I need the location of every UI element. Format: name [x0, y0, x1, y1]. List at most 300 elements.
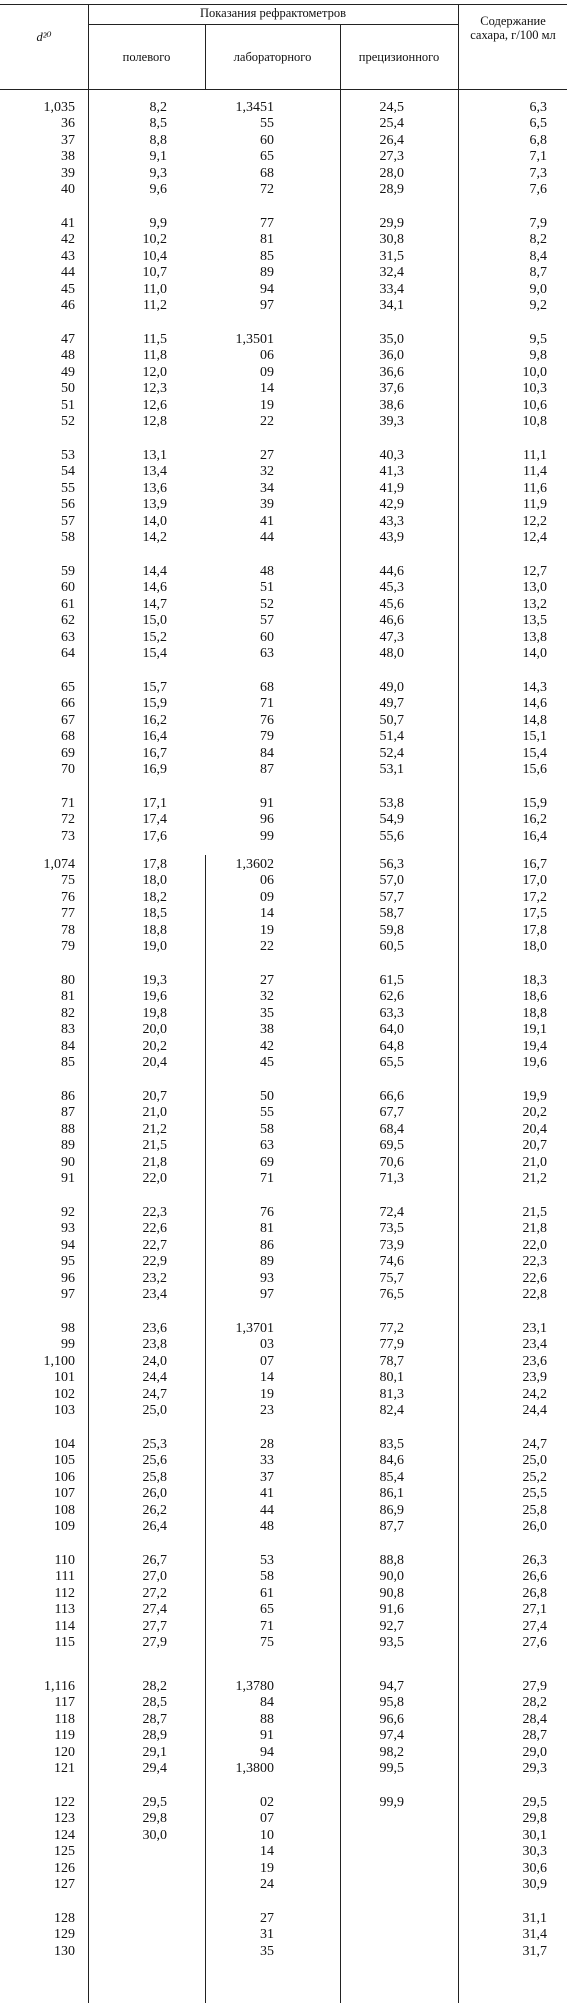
field-cell: 22,3 — [142, 1205, 167, 1220]
lab-cell: 58 — [260, 1569, 274, 1585]
sugar-cell: 14,3 — [522, 680, 547, 695]
sugar-cell: 13,8 — [522, 629, 547, 645]
table-row — [0, 514, 567, 530]
density-cell: 119 — [54, 1728, 75, 1744]
table-row — [0, 1254, 567, 1270]
table-row — [0, 680, 567, 696]
table-row — [0, 630, 567, 646]
field-cell: 17,8 — [142, 857, 167, 872]
density-cell: 124 — [54, 1827, 75, 1843]
density-cell: 86 — [61, 1089, 75, 1104]
density-cell: 64 — [61, 646, 75, 661]
table-row — [0, 713, 567, 729]
density-cell: 82 — [61, 1005, 75, 1021]
sugar-cell: 9,0 — [529, 281, 547, 297]
density-cell: 48 — [61, 348, 75, 364]
sugar-cell: 27,1 — [522, 1602, 547, 1618]
precision-cell: 73,5 — [379, 1221, 404, 1237]
sugar-cell: 26,8 — [522, 1585, 547, 1601]
sugar-cell: 25,2 — [522, 1469, 547, 1485]
table-row — [0, 1695, 567, 1711]
precision-cell: 41,3 — [379, 464, 404, 480]
table-row — [0, 232, 567, 248]
field-cell: 23,2 — [142, 1270, 167, 1286]
precision-cell: 80,1 — [379, 1370, 404, 1386]
density-cell: 105 — [54, 1453, 75, 1469]
field-cell: 22,9 — [142, 1254, 167, 1270]
table-row — [0, 1795, 567, 1811]
field-cell: 26,2 — [142, 1502, 167, 1518]
field-cell: 27,0 — [142, 1569, 167, 1585]
table-row — [0, 1861, 567, 1877]
field-cell: 12,3 — [142, 381, 167, 397]
sugar-cell: 15,6 — [522, 762, 547, 777]
table-row — [0, 857, 567, 873]
field-cell: 9,6 — [149, 182, 167, 197]
precision-cell: 28,9 — [379, 182, 404, 197]
table-row — [0, 923, 567, 939]
table-row — [0, 1911, 567, 1927]
lab-cell: 02 — [260, 1795, 274, 1810]
precision-cell: 71,3 — [379, 1171, 404, 1186]
sugar-cell: 11,6 — [523, 480, 547, 496]
field-cell: 11,2 — [143, 298, 167, 313]
sugar-cell: 13,5 — [522, 613, 547, 629]
density-cell: 58 — [61, 530, 75, 545]
lab-cell: 22 — [260, 939, 274, 954]
table-row — [0, 1370, 567, 1386]
density-cell: 54 — [61, 464, 75, 480]
sugar-cell: 23,6 — [522, 1353, 547, 1369]
sugar-cell: 21,0 — [522, 1154, 547, 1170]
precision-header: прецизионного — [358, 50, 440, 64]
table-row — [0, 1679, 567, 1695]
table-row — [0, 1761, 567, 1777]
field-cell: 22,7 — [142, 1237, 167, 1253]
lab-cell: 96 — [260, 812, 274, 828]
field-cell: 28,9 — [142, 1728, 167, 1744]
precision-cell: 36,6 — [379, 364, 404, 380]
sugar-cell: 17,8 — [522, 922, 547, 938]
table-row — [0, 249, 567, 265]
sugar-cell: 15,9 — [522, 796, 547, 811]
field-cell: 24,0 — [142, 1353, 167, 1369]
field-cell: 23,6 — [142, 1321, 167, 1336]
lab-cell: 09 — [260, 364, 274, 380]
lab-cell: 14 — [260, 1844, 274, 1860]
table-row — [0, 381, 567, 397]
table-row — [0, 1519, 567, 1535]
lab-cell: 19 — [260, 397, 274, 413]
sugar-cell: 26,0 — [522, 1519, 547, 1534]
table-row — [0, 1877, 567, 1893]
density-cell: 113 — [54, 1602, 75, 1618]
field-cell: 26,0 — [142, 1486, 167, 1502]
lab-cell: 34 — [260, 480, 274, 496]
density-cell: 106 — [54, 1469, 75, 1485]
sugar-cell: 29,8 — [522, 1811, 547, 1827]
sugar-cell: 29,3 — [522, 1761, 547, 1776]
precision-cell: 49,0 — [379, 680, 404, 695]
field-cell: 13,4 — [142, 464, 167, 480]
lab-cell: 07 — [260, 1353, 274, 1369]
sugar-cell: 25,5 — [522, 1486, 547, 1502]
density-cell: 115 — [54, 1635, 75, 1650]
precision-cell: 53,1 — [379, 762, 404, 777]
precision-cell: 28,0 — [379, 165, 404, 181]
lab-cell: 41 — [260, 1486, 274, 1502]
sugar-cell: 18,3 — [522, 973, 547, 988]
precision-cell: 46,6 — [379, 613, 404, 629]
lab-cell: 35 — [260, 1943, 274, 1959]
sugar-cell: 18,0 — [522, 939, 547, 954]
table-row — [0, 762, 567, 778]
field-cell: 19,3 — [142, 973, 167, 988]
lab-cell: 06 — [260, 348, 274, 364]
precision-cell: 68,4 — [379, 1121, 404, 1137]
lab-cell: 48 — [260, 1519, 274, 1534]
lab-cell: 97 — [260, 298, 274, 313]
density-cell: 129 — [54, 1927, 75, 1943]
table-row — [0, 332, 567, 348]
sugar-cell: 6,5 — [529, 116, 547, 132]
lab-cell: 52 — [260, 596, 274, 612]
density-cell: 45 — [61, 281, 75, 297]
precision-cell: 51,4 — [379, 729, 404, 745]
precision-cell: 84,6 — [379, 1453, 404, 1469]
table-row — [0, 906, 567, 922]
precision-cell: 31,5 — [379, 248, 404, 264]
sugar-cell: 19,4 — [522, 1038, 547, 1054]
field-cell: 18,8 — [142, 922, 167, 938]
table-row — [0, 890, 567, 906]
table-row — [0, 613, 567, 629]
table-row — [0, 1470, 567, 1486]
density-cell: 122 — [54, 1795, 75, 1810]
field-cell: 12,8 — [142, 414, 167, 429]
precision-cell: 86,9 — [379, 1502, 404, 1518]
lab-cell: 88 — [260, 1711, 274, 1727]
sugar-cell: 24,7 — [522, 1437, 547, 1452]
sugar-cell: 11,9 — [523, 497, 547, 513]
field-cell: 20,7 — [142, 1089, 167, 1104]
precision-cell: 90,0 — [379, 1569, 404, 1585]
table-row — [0, 481, 567, 497]
table-row — [0, 1635, 567, 1651]
table-row — [0, 829, 567, 845]
sugar-cell: 19,1 — [522, 1022, 547, 1038]
sugar-cell: 31,7 — [522, 1943, 547, 1959]
density-cell: 121 — [54, 1761, 75, 1776]
precision-cell: 99,9 — [379, 1795, 404, 1810]
lab-cell: 77 — [260, 216, 274, 231]
field-cell: 15,0 — [142, 613, 167, 629]
density-cell: 117 — [54, 1695, 75, 1711]
table-row — [0, 1022, 567, 1038]
lab-cell: 1,3501 — [235, 332, 274, 347]
precision-cell: 37,6 — [379, 381, 404, 397]
sugar-cell: 21,5 — [522, 1205, 547, 1220]
density-cell: 123 — [54, 1811, 75, 1827]
sugar-cell: 11,4 — [523, 464, 547, 480]
lab-cell: 76 — [260, 1205, 274, 1220]
sugar-cell: 29,5 — [522, 1795, 547, 1810]
table-row — [0, 497, 567, 513]
lab-cell: 94 — [260, 1744, 274, 1760]
sugar-cell: 14,6 — [522, 696, 547, 712]
table-row — [0, 182, 567, 198]
sugar-cell: 10,0 — [522, 364, 547, 380]
field-cell: 28,5 — [142, 1695, 167, 1711]
density-cell: 83 — [61, 1022, 75, 1038]
density-cell: 40 — [61, 182, 75, 197]
lab-cell: 91 — [260, 1728, 274, 1744]
field-cell: 18,2 — [142, 889, 167, 905]
lab-cell: 27 — [260, 1911, 274, 1926]
density-cell: 1,100 — [43, 1353, 75, 1369]
sugar-cell: 15,4 — [522, 745, 547, 761]
lab-cell: 84 — [260, 1695, 274, 1711]
precision-cell: 67,7 — [379, 1105, 404, 1121]
lab-cell: 27 — [260, 448, 274, 463]
sugar-cell: 21,2 — [522, 1171, 547, 1186]
field-cell: 20,0 — [142, 1022, 167, 1038]
lab-cell: 09 — [260, 889, 274, 905]
density-cell: 50 — [61, 381, 75, 397]
precision-cell: 57,7 — [379, 889, 404, 905]
precision-cell: 70,6 — [379, 1154, 404, 1170]
lab-cell: 1,3451 — [235, 100, 274, 115]
density-cell: 41 — [61, 216, 75, 231]
field-cell: 17,4 — [142, 812, 167, 828]
density-cell: 92 — [61, 1205, 75, 1220]
lab-cell: 31 — [260, 1927, 274, 1943]
sugar-cell: 23,9 — [522, 1370, 547, 1386]
density-cell: 114 — [54, 1618, 75, 1634]
sugar-cell: 24,2 — [522, 1386, 547, 1402]
precision-cell: 36,0 — [379, 348, 404, 364]
table-row — [0, 1403, 567, 1419]
density-cell: 96 — [61, 1270, 75, 1286]
precision-cell: 33,4 — [379, 281, 404, 297]
field-cell: 15,7 — [142, 680, 167, 695]
table-row — [0, 1006, 567, 1022]
table-row — [0, 448, 567, 464]
density-cell: 102 — [54, 1386, 75, 1402]
precision-cell: 44,6 — [379, 564, 404, 579]
precision-cell: 73,9 — [379, 1237, 404, 1253]
table-row — [0, 1569, 567, 1585]
density-cell: 47 — [61, 332, 75, 347]
lab-cell: 71 — [260, 1171, 274, 1186]
sugar-cell: 11,1 — [523, 448, 547, 463]
lab-cell: 48 — [260, 564, 274, 579]
sugar-cell: 12,4 — [522, 530, 547, 545]
density-cell: 73 — [61, 828, 75, 844]
precision-cell: 85,4 — [379, 1469, 404, 1485]
field-cell: 8,2 — [149, 100, 167, 115]
precision-cell: 81,3 — [379, 1386, 404, 1402]
sugar-cell: 12,7 — [522, 564, 547, 579]
lab-cell: 94 — [260, 281, 274, 297]
density-cell: 36 — [61, 116, 75, 132]
density-cell: 120 — [54, 1744, 75, 1760]
table-row — [0, 1238, 567, 1254]
density-cell: 57 — [61, 513, 75, 529]
field-cell: 23,4 — [142, 1287, 167, 1302]
lab-cell: 19 — [260, 922, 274, 938]
sugar-cell: 9,2 — [529, 298, 547, 313]
lab-cell: 63 — [260, 646, 274, 661]
precision-cell: 76,5 — [379, 1287, 404, 1302]
sugar-cell: 25,8 — [522, 1502, 547, 1518]
table-row — [0, 1944, 567, 1960]
field-cell: 25,6 — [142, 1453, 167, 1469]
sugar-cell: 6,8 — [529, 132, 547, 148]
density-cell: 80 — [61, 973, 75, 988]
lab-cell: 53 — [260, 1553, 274, 1568]
lab-cell: 97 — [260, 1287, 274, 1302]
sugar-cell: 31,4 — [522, 1927, 547, 1943]
precision-cell: 35,0 — [379, 332, 404, 347]
table-row — [0, 116, 567, 132]
table-row — [0, 1486, 567, 1502]
table-row — [0, 1138, 567, 1154]
table-row — [0, 1437, 567, 1453]
precision-cell: 42,9 — [379, 497, 404, 513]
field-cell: 10,2 — [142, 232, 167, 248]
lab-cell: 28 — [260, 1437, 274, 1452]
sugar-cell: 7,3 — [529, 165, 547, 181]
table-row — [0, 1453, 567, 1469]
group-header-rule — [88, 24, 458, 25]
precision-cell: 29,9 — [379, 216, 404, 231]
lab-cell: 61 — [260, 1585, 274, 1601]
density-cell: 88 — [61, 1121, 75, 1137]
precision-cell: 82,4 — [379, 1403, 404, 1418]
precision-cell: 25,4 — [379, 116, 404, 132]
sugar-cell: 10,8 — [522, 414, 547, 429]
lab-cell: 81 — [260, 232, 274, 248]
precision-cell: 63,3 — [379, 1005, 404, 1021]
field-cell: 29,8 — [142, 1811, 167, 1827]
field-cell: 9,1 — [149, 149, 167, 165]
field-cell: 18,0 — [142, 873, 167, 889]
density-header: d²⁰ — [36, 30, 52, 44]
sugar-cell: 22,0 — [522, 1237, 547, 1253]
table-row — [0, 873, 567, 889]
precision-cell: 43,9 — [379, 530, 404, 545]
density-cell: 103 — [54, 1403, 75, 1418]
precision-cell: 86,1 — [379, 1486, 404, 1502]
field-cell: 20,2 — [142, 1038, 167, 1054]
density-cell: 97 — [61, 1287, 75, 1302]
sugar-cell: 27,6 — [522, 1635, 547, 1650]
field-cell: 25,0 — [142, 1403, 167, 1418]
precision-cell: 69,5 — [379, 1138, 404, 1154]
field-cell: 28,2 — [142, 1679, 167, 1694]
precision-cell: 77,2 — [379, 1321, 404, 1336]
lab-cell: 19 — [260, 1860, 274, 1876]
table-row — [0, 597, 567, 613]
lab-cell: 86 — [260, 1237, 274, 1253]
lab-cell: 22 — [260, 414, 274, 429]
density-cell: 112 — [54, 1585, 75, 1601]
lab-cell: 41 — [260, 513, 274, 529]
header-divider-4 — [458, 4, 459, 90]
density-cell: 61 — [61, 596, 75, 612]
table-row — [0, 1586, 567, 1602]
lab-cell: 37 — [260, 1469, 274, 1485]
table-row — [0, 1811, 567, 1827]
precision-cell: 54,9 — [379, 812, 404, 828]
density-cell: 81 — [61, 989, 75, 1005]
precision-cell: 62,6 — [379, 989, 404, 1005]
lab-cell: 44 — [260, 530, 274, 545]
precision-cell: 53,8 — [379, 796, 404, 811]
sugar-cell: 12,2 — [522, 513, 547, 529]
field-cell: 8,8 — [149, 132, 167, 148]
table-row — [0, 939, 567, 955]
table-row — [0, 1619, 567, 1635]
sugar-cell: 30,9 — [522, 1877, 547, 1892]
lab-cell: 89 — [260, 1254, 274, 1270]
field-cell: 12,0 — [142, 364, 167, 380]
density-cell: 59 — [61, 564, 75, 579]
field-cell: 27,4 — [142, 1602, 167, 1618]
precision-cell: 55,6 — [379, 828, 404, 844]
sugar-cell: 16,4 — [522, 828, 547, 844]
precision-cell: 27,3 — [379, 149, 404, 165]
sugar-cell: 7,9 — [529, 216, 547, 231]
lab-cell: 42 — [260, 1038, 274, 1054]
field-cell: 11,5 — [143, 332, 167, 347]
density-cell: 37 — [61, 132, 75, 148]
field-cell: 19,8 — [142, 1005, 167, 1021]
table-row — [0, 166, 567, 182]
field-cell: 15,2 — [142, 629, 167, 645]
precision-cell: 93,5 — [379, 1635, 404, 1650]
precision-cell: 38,6 — [379, 397, 404, 413]
table-row — [0, 216, 567, 232]
precision-cell: 34,1 — [379, 298, 404, 313]
density-cell: 44 — [61, 265, 75, 281]
lab-cell: 71 — [260, 696, 274, 712]
table-row — [0, 1055, 567, 1071]
lab-cell: 76 — [260, 712, 274, 728]
density-cell: 39 — [61, 165, 75, 181]
lab-cell: 45 — [260, 1055, 274, 1070]
density-cell: 1,035 — [43, 100, 75, 115]
lab-cell: 27 — [260, 973, 274, 988]
table-row — [0, 1745, 567, 1761]
precision-cell: 77,9 — [379, 1337, 404, 1353]
lab-cell: 1,3800 — [235, 1761, 274, 1776]
density-cell: 75 — [61, 873, 75, 889]
field-cell: 27,7 — [142, 1618, 167, 1634]
precision-cell: 57,0 — [379, 873, 404, 889]
sugar-cell: 23,1 — [522, 1321, 547, 1336]
lab-cell: 91 — [260, 796, 274, 811]
precision-cell: 49,7 — [379, 696, 404, 712]
field-cell: 18,5 — [142, 906, 167, 922]
precision-cell: 61,5 — [379, 973, 404, 988]
sugar-cell: 7,6 — [529, 182, 547, 197]
field-cell: 16,9 — [142, 762, 167, 777]
table-row — [0, 1728, 567, 1744]
density-cell: 72 — [61, 812, 75, 828]
precision-cell: 78,7 — [379, 1353, 404, 1369]
